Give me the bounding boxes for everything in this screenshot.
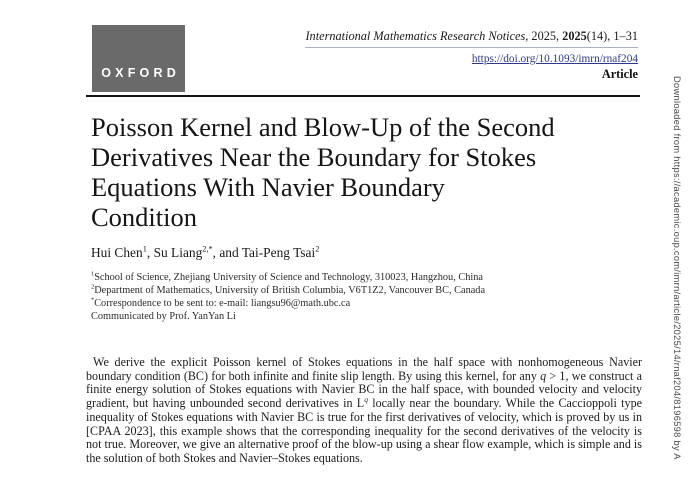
abstract-paragraph [86,356,642,466]
abstract-segment-1: We derive the explicit Poisson kernel of Stokes equations in the half space with nonhomogeneous Navier boundary condition (BC) for both infinite and finite slip length. By using this kernel, for any [86,355,642,383]
title-line-4: Condition [91,202,198,232]
abstract-segment-3: locally near the boundary. While the Caccioppoli type inequality of Stokes equations with Navier BC is true for the first derivatives of velocity, which is proved by us in [CPAA 2023], this example shows that the corresponding inequality for the second derivatives of the velocity is not true. Moreover, we give an alternative proof of the blow-up using a shear flow example, which is simple and is the solution of both Stokes and Navier–Stokes equations. [86,396,642,465]
author-affiliation-marker-3: 2 [315,244,320,254]
citation-tail: (14), 1–31 [586,29,638,43]
doi-link[interactable]: https://doi.org/10.1093/imrn/rnaf204 [471,53,638,65]
affiliation-line-2 [91,284,485,297]
paper-title [91,112,647,232]
affiliation-text-1: School of Science, Zhejiang University of Science and Technology, 310023, Hangzhou, China [94,272,483,283]
affiliation-marker-2: 2 [91,283,95,291]
abstract-segment-2: > 1, we construct a finite energy solution of Stokes equations with Navier BC in the half space, with bounded velocity and velocity gradient, but having unbounded second derivatives in [86,368,642,411]
article-type-label: Article [601,67,638,81]
journal-citation[interactable] [305,29,638,48]
affiliations-block [91,271,485,323]
abstract-lebesgue-L: L [356,396,365,411]
oxford-logo-text: OXFORD [101,66,180,80]
download-watermark: Downloaded from https://academic.oup.com/imrn/article/2025/14/rnaf204/8196598 by A [672,76,682,460]
citation-mid: , 2025, [525,29,563,43]
communicated-line [91,310,485,323]
author-separator-1: , [146,245,154,260]
title-line-1: Poisson Kernel and Blow-Up of the Second [91,112,555,142]
author-separator-2: , and [212,245,242,260]
correspondence-marker: * [91,296,95,304]
correspondence-text: Correspondence to be sent to: e-mail: liangsu96@math.ubc.ca [94,298,351,309]
abstract-var-q1: q [540,368,547,383]
author-affiliation-marker-1: 1 [142,244,147,254]
author-affiliation-marker-2: 2,* [202,244,213,254]
citation-volume: 2025 [562,29,587,43]
affiliation-text-2: Department of Mathematics, University of British Columbia, V6T1Z2, Vancouver BC, Canada [94,285,486,296]
abstract-var-q2: q [364,395,368,405]
author-name-3: Tai-Peng Tsai [241,245,316,260]
author-name-1: Hui Chen [91,245,143,260]
oxford-logo [92,25,185,92]
journal-header [305,27,638,82]
affiliation-line-1 [91,271,485,284]
header-divider-rule [86,95,640,97]
communicated-text: Communicated by Prof. YanYan Li [91,311,236,322]
title-line-3: Equations With Navier Boundary [91,172,445,202]
abstract-block [86,356,642,466]
author-name-2: Su Liang [153,245,203,260]
title-line-2: Derivatives Near the Boundary for Stokes [91,142,537,172]
authors-line [91,245,319,261]
affiliation-marker-1: 1 [91,270,95,278]
correspondence-line [91,297,485,310]
journal-name: International Mathematics Research Notices [305,29,526,43]
